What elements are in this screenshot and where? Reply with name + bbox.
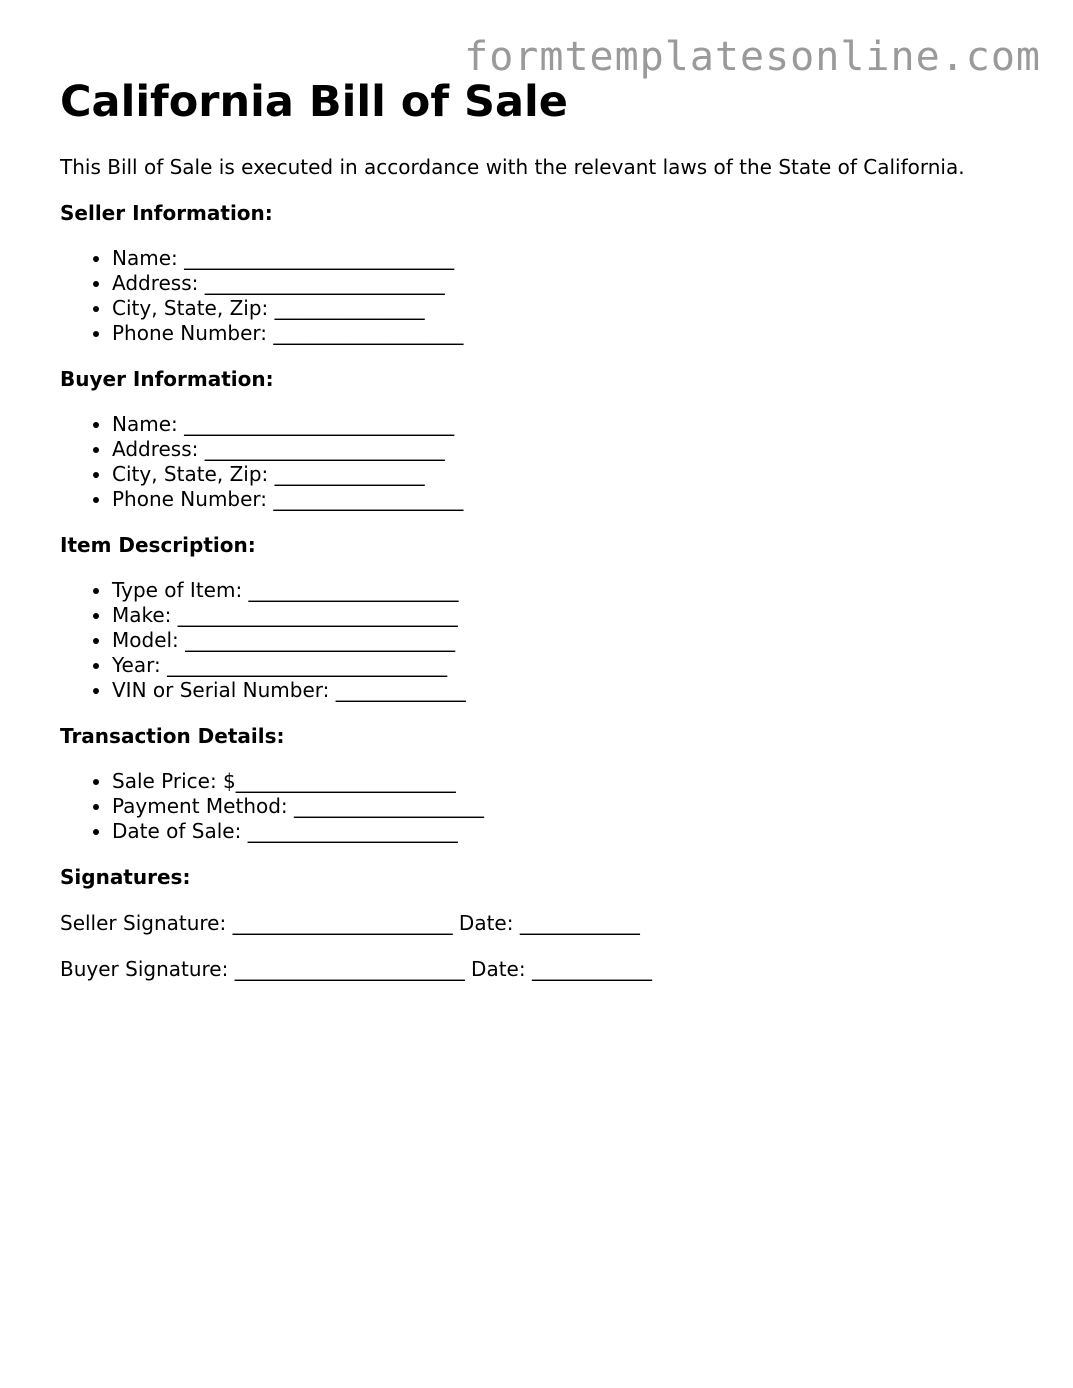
item-type-field: • Type of Item: _____________________: [112, 578, 1033, 603]
signatures-heading: Signatures:: [60, 865, 191, 889]
seller-signature-line: Seller Signature: ______________________ Date: ____________: [60, 911, 640, 935]
seller-city-state-zip-field: • City, State, Zip: _______________: [112, 296, 1033, 321]
payment-method-field: • Payment Method: ___________________: [112, 794, 1033, 819]
buyer-name-field: • Name: ___________________________: [112, 412, 1033, 437]
transaction-list: [60, 769, 1033, 844]
watermark: formtemplatesonline.com: [464, 34, 1041, 80]
item-heading: Item Description:: [60, 533, 256, 557]
buyer-heading: Buyer Information:: [60, 367, 274, 391]
item-model-field: • Model: ___________________________: [112, 628, 1033, 653]
item-year-field: • Year: ____________________________: [112, 653, 1033, 678]
seller-heading: Seller Information:: [60, 201, 273, 225]
transaction-heading: Transaction Details:: [60, 724, 285, 748]
seller-list: [60, 246, 1033, 346]
seller-address-field: • Address: ________________________: [112, 271, 1033, 296]
buyer-address-field: • Address: ________________________: [112, 437, 1033, 462]
item-vin-field: • VIN or Serial Number: _____________: [112, 678, 1033, 703]
buyer-list: [60, 412, 1033, 512]
document-body: [60, 72, 1033, 982]
sale-price-field: • Sale Price: $______________________: [112, 769, 1033, 794]
item-list: [60, 578, 1033, 703]
intro-paragraph: This Bill of Sale is executed in accordance with the relevant laws of the State of California.: [60, 155, 965, 179]
buyer-phone-field: • Phone Number: ___________________: [112, 487, 1033, 512]
seller-phone-field: • Phone Number: ___________________: [112, 321, 1033, 346]
buyer-city-state-zip-field: • City, State, Zip: _______________: [112, 462, 1033, 487]
item-make-field: • Make: ____________________________: [112, 603, 1033, 628]
page-title: California Bill of Sale: [60, 77, 568, 127]
buyer-signature-line: Buyer Signature: _______________________ Date: ____________: [60, 957, 652, 981]
seller-name-field: • Name: ___________________________: [112, 246, 1033, 271]
date-of-sale-field: • Date of Sale: _____________________: [112, 819, 1033, 844]
